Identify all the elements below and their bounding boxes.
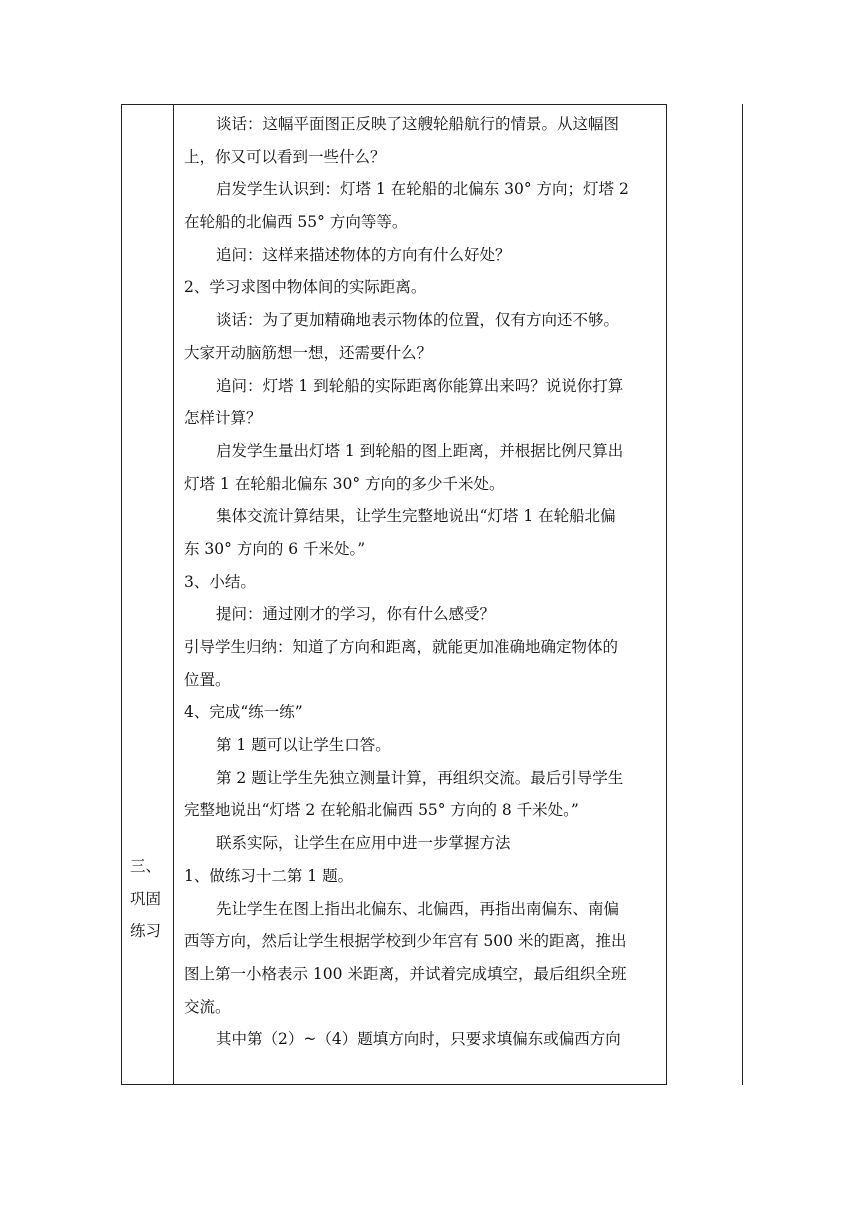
column-divider-1 xyxy=(173,104,174,1085)
text-line: 引导学生归纳：知道了方向和距离，就能更加准确地确定物体的 xyxy=(184,638,619,656)
text-line: 追问：灯塔 1 到轮船的实际距离你能算出来吗？说说你打算 xyxy=(216,376,624,395)
column-divider-2 xyxy=(666,104,667,1085)
lesson-content xyxy=(184,108,660,1056)
text-line: 灯塔 1 在轮船北偏东 30° 方向的多少千米处。 xyxy=(184,474,505,493)
text-line: 上，你又可以看到一些什么？ xyxy=(184,147,386,166)
text-line: 2、学习求图中物体间的实际距离。 xyxy=(184,278,427,297)
text-line: 位置。 xyxy=(184,670,231,689)
text-line: 4、完成“练一练” xyxy=(184,703,303,722)
text-line: 在轮船的北偏西 55° 方向等等。 xyxy=(184,213,408,232)
text-line: 交流。 xyxy=(184,997,231,1016)
text-line: 追问：这样来描述物体的方向有什么好处？ xyxy=(216,245,511,264)
text-line: 提问：通过刚才的学习，你有什么感受？ xyxy=(216,605,496,624)
text-line: 启发学生认识到：灯塔 1 在轮船的北偏东 30° 方向；灯塔 2 xyxy=(216,180,629,199)
text-line: 3、小结。 xyxy=(184,572,256,591)
text-line: 1、做练习十二第 1 题。 xyxy=(184,866,354,885)
text-line: 第 2 题让学生先独立测量计算，再组织交流。最后引导学生 xyxy=(216,768,624,787)
table-border-right xyxy=(742,104,743,1085)
text-line: 先让学生在图上指出北偏东、北偏西，再指出南偏东、南偏 xyxy=(216,899,620,918)
text-line: 大家开动脑筋想一想，还需要什么？ xyxy=(184,343,433,362)
section-number: 三、 xyxy=(130,857,162,875)
text-line: 完整地说出“灯塔 2 在轮船北偏西 55° 方向的 8 千米处。” xyxy=(184,801,579,820)
text-line: 东 30° 方向的 6 千米处。” xyxy=(184,539,366,558)
section-title-line-1: 巩固 xyxy=(130,889,162,908)
section-title-line-2: 练习 xyxy=(130,922,162,941)
text-line: 西等方向，然后让学生根据学校到少年宫有 500 米的距离，推出 xyxy=(184,932,627,951)
text-line: 图上第一小格表示 100 米距离，并试着完成填空，最后组织全班 xyxy=(184,964,627,983)
text-line: 谈话：为了更加精确地表示物体的位置，仅有方向还不够。 xyxy=(216,311,620,330)
text-line: 联系实际，让学生在应用中进一步掌握方法 xyxy=(216,834,511,853)
section-label xyxy=(122,850,173,948)
text-line: 启发学生量出灯塔 1 到轮船的图上距离，并根据比例尺算出 xyxy=(216,441,624,460)
text-line: 谈话：这幅平面图正反映了这艘轮船航行的情景。从这幅图 xyxy=(216,115,620,133)
text-line: 第 1 题可以让学生口答。 xyxy=(216,736,391,755)
text-line: 其中第（2）~（4）题填方向时，只要求填偏东或偏西方向 xyxy=(216,1030,621,1049)
text-line: 怎样计算？ xyxy=(184,409,262,428)
text-line: 集体交流计算结果，让学生完整地说出“灯塔 1 在轮船北偏 xyxy=(216,507,616,526)
